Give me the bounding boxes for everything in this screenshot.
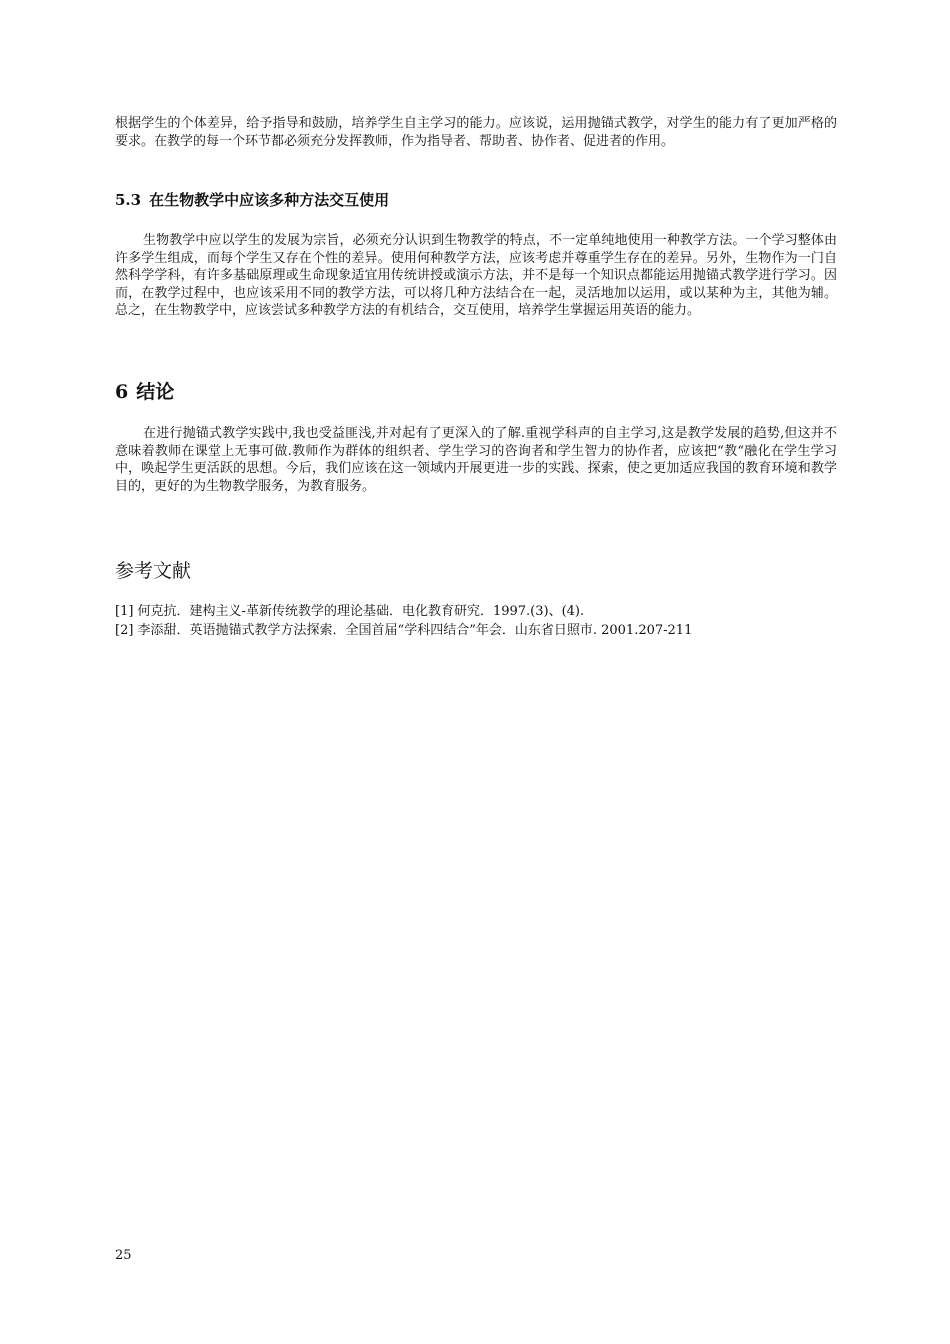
section-6-body: 在进行抛锚式教学实践中,我也受益匪浅,并对起有了更深入的了解.重视学科声的自主学习,这是教学发展的趋势,但这并不意味着教师在课堂上无事可做.教师作为群体的组织者、学生学习的咨询者和学生智力的协作者，应该把“教“融化在学生学习中，唤起学生更活跃的思想。今后，我们应该在这一领域内开展更进一步的实践、探索，使之更加适应我国的教育环境和教学目的，更好的为生物教学服务，为教育服务。 [115,426,837,494]
references-heading: 参考文献 [115,560,192,582]
section-6-number: 6 [115,381,129,403]
page-number: 25 [115,1248,132,1263]
section-5-3-body: 生物教学中应以学生的发展为宗旨，必须充分认识到生物教学的特点，不一定单纯地使用一种教学方法。一个学习整体由许多学生组成，而每个学生又存在个性的差异。使用何种教学方法，应该考虑并尊重学生存在的差异。另外，生物作为一门自然科学学科，有许多基础原理或生命现象适宜用传统讲授或演示方法，并不是每一个知识点都能运用抛锚式教学进行学习。因而，在教学过程中，也应该采用不同的教学方法，可以将几种方法结合在一起，灵活地加以运用，或以某种为主，其他为辅。总之，在生物教学中，应该尝试多种教学方法的有机结合，交互使用，培养学生掌握运用英语的能力。 [115,233,837,318]
section-6-heading [115,380,174,404]
section-5-3-heading [115,190,389,210]
section-5-3-title: 在生物教学中应该多种方法交互使用 [149,191,390,209]
section-5-3-number: 5.3 [115,191,142,209]
top-paragraph: 根据学生的个体差异，给予指导和鼓励，培养学生自主学习的能力。应该说，运用抛锚式教学，对学生的能力有了更加严格的要求。在教学的每一个环节都必须充分发挥教师，作为指导者、帮助者、协作者、促进者的作用。 [115,116,837,149]
reference-list [115,602,845,640]
reference-item: [1] 何克抗．建构主义-革新传统教学的理论基础．电化教育研究．1997.(3)、(4). [115,604,585,619]
reference-item: [2] 李添甜．英语抛锚式教学方法探索．全国首届“学科四结合”年会．山东省日照市. 2001.207-211 [115,623,693,638]
section-6-title: 结论 [136,381,175,403]
